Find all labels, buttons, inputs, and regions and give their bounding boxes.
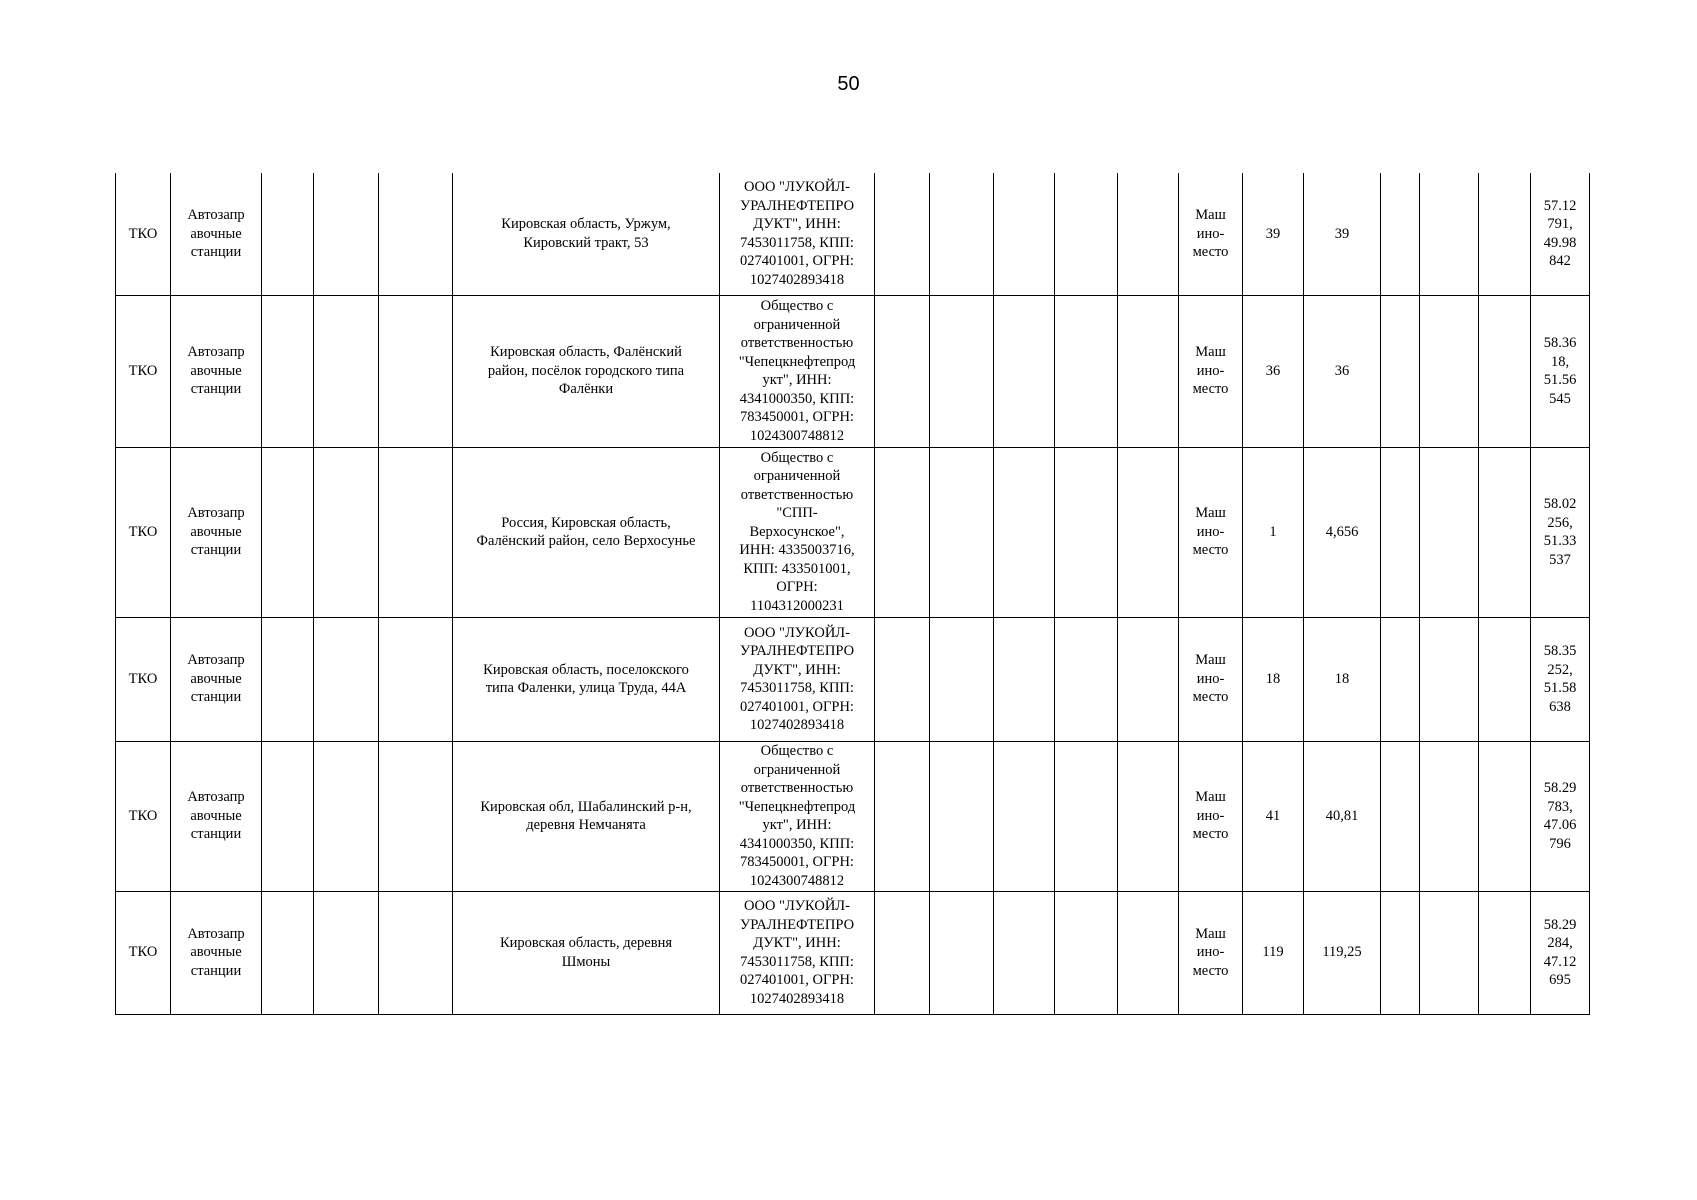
quantity-cell: 4,656 bbox=[1304, 447, 1381, 617]
empty-cell bbox=[875, 617, 930, 741]
empty-cell bbox=[379, 295, 453, 447]
empty-cell bbox=[875, 447, 930, 617]
empty-cell bbox=[262, 295, 314, 447]
table-row bbox=[116, 891, 1590, 1014]
address-cell: Кировская область, Фалёнский район, посёлок городского типа Фалёнки bbox=[453, 295, 720, 447]
quantity-cell: 36 bbox=[1304, 295, 1381, 447]
empty-cell bbox=[262, 447, 314, 617]
empty-cell bbox=[875, 741, 930, 891]
empty-cell bbox=[379, 447, 453, 617]
owner-cell: ООО "ЛУКОЙЛ- УРАЛНЕФТЕПРО ДУКТ", ИНН: 7453011758, КПП: 027401001, ОГРН: 1027402893418 bbox=[720, 891, 875, 1014]
table-row bbox=[116, 617, 1590, 741]
object-type-cell: Автозапр авочные станции bbox=[171, 891, 262, 1014]
empty-cell bbox=[930, 447, 994, 617]
quantity-cell: 39 bbox=[1243, 173, 1304, 295]
quantity-cell: 1 bbox=[1243, 447, 1304, 617]
empty-cell bbox=[1420, 295, 1479, 447]
empty-cell bbox=[314, 891, 379, 1014]
empty-cell bbox=[1381, 173, 1420, 295]
waste-type-cell: ТКО bbox=[116, 617, 171, 741]
empty-cell bbox=[1420, 741, 1479, 891]
empty-cell bbox=[1055, 741, 1118, 891]
empty-cell bbox=[1479, 173, 1531, 295]
owner-cell: Общество с ограниченной ответственностью "Чепецкнефтепрод укт", ИНН: 4341000350, КПП: 783450001, ОГРН: 1024300748812 bbox=[720, 741, 875, 891]
empty-cell bbox=[930, 891, 994, 1014]
table-row bbox=[116, 741, 1590, 891]
empty-cell bbox=[994, 447, 1055, 617]
address-cell: Кировская обл, Шабалинский р-н, деревня Немчанята bbox=[453, 741, 720, 891]
object-type-cell: Автозапр авочные станции bbox=[171, 295, 262, 447]
address-cell: Кировская область, деревня Шмоны bbox=[453, 891, 720, 1014]
owner-cell: Общество с ограниченной ответственностью "Чепецкнефтепрод укт", ИНН: 4341000350, КПП: 783450001, ОГРН: 1024300748812 bbox=[720, 295, 875, 447]
empty-cell bbox=[994, 891, 1055, 1014]
unit-cell: Маш ино- место bbox=[1179, 447, 1243, 617]
quantity-cell: 18 bbox=[1304, 617, 1381, 741]
empty-cell bbox=[1479, 617, 1531, 741]
empty-cell bbox=[1420, 173, 1479, 295]
empty-cell bbox=[875, 891, 930, 1014]
waste-type-cell: ТКО bbox=[116, 447, 171, 617]
quantity-cell: 36 bbox=[1243, 295, 1304, 447]
coordinates-cell: 58.29 284, 47.12 695 bbox=[1531, 891, 1590, 1014]
waste-type-cell: ТКО bbox=[116, 741, 171, 891]
coordinates-cell: 57.12 791, 49.98 842 bbox=[1531, 173, 1590, 295]
empty-cell bbox=[1118, 447, 1179, 617]
empty-cell bbox=[875, 173, 930, 295]
quantity-cell: 39 bbox=[1304, 173, 1381, 295]
waste-type-cell: ТКО bbox=[116, 891, 171, 1014]
empty-cell bbox=[1055, 173, 1118, 295]
empty-cell bbox=[994, 741, 1055, 891]
page-number: 50 bbox=[837, 73, 860, 95]
empty-cell bbox=[1118, 741, 1179, 891]
empty-cell bbox=[1420, 891, 1479, 1014]
empty-cell bbox=[1479, 447, 1531, 617]
unit-cell: Маш ино- место bbox=[1179, 741, 1243, 891]
table-row bbox=[116, 295, 1590, 447]
quantity-cell: 119 bbox=[1243, 891, 1304, 1014]
quantity-cell: 40,81 bbox=[1304, 741, 1381, 891]
quantity-cell: 41 bbox=[1243, 741, 1304, 891]
empty-cell bbox=[1118, 891, 1179, 1014]
empty-cell bbox=[379, 891, 453, 1014]
object-type-cell: Автозапр авочные станции bbox=[171, 173, 262, 295]
empty-cell bbox=[262, 891, 314, 1014]
empty-cell bbox=[1118, 617, 1179, 741]
coordinates-cell: 58.02 256, 51.33 537 bbox=[1531, 447, 1590, 617]
unit-cell: Маш ино- место bbox=[1179, 891, 1243, 1014]
waste-type-cell: ТКО bbox=[116, 295, 171, 447]
empty-cell bbox=[930, 617, 994, 741]
unit-cell: Маш ино- место bbox=[1179, 173, 1243, 295]
empty-cell bbox=[262, 741, 314, 891]
quantity-cell: 119,25 bbox=[1304, 891, 1381, 1014]
address-cell: Россия, Кировская область, Фалёнский район, село Верхосунье bbox=[453, 447, 720, 617]
coordinates-cell: 58.29 783, 47.06 796 bbox=[1531, 741, 1590, 891]
empty-cell bbox=[1479, 295, 1531, 447]
empty-cell bbox=[1381, 891, 1420, 1014]
owner-cell: Общество с ограниченной ответственностью "СПП- Верхосунское", ИНН: 4335003716, КПП: 433501001, ОГРН: 1104312000231 bbox=[720, 447, 875, 617]
empty-cell bbox=[314, 741, 379, 891]
empty-cell bbox=[1381, 617, 1420, 741]
empty-cell bbox=[314, 617, 379, 741]
empty-cell bbox=[314, 295, 379, 447]
empty-cell bbox=[1118, 173, 1179, 295]
unit-cell: Маш ино- место bbox=[1179, 295, 1243, 447]
empty-cell bbox=[379, 617, 453, 741]
empty-cell bbox=[262, 173, 314, 295]
empty-cell bbox=[994, 295, 1055, 447]
empty-cell bbox=[1420, 447, 1479, 617]
empty-cell bbox=[314, 173, 379, 295]
owner-cell: ООО "ЛУКОЙЛ- УРАЛНЕФТЕПРО ДУКТ", ИНН: 7453011758, КПП: 027401001, ОГРН: 1027402893418 bbox=[720, 173, 875, 295]
empty-cell bbox=[994, 173, 1055, 295]
coordinates-cell: 58.36 18, 51.56 545 bbox=[1531, 295, 1590, 447]
empty-cell bbox=[1381, 741, 1420, 891]
table-row bbox=[116, 447, 1590, 617]
waste-sites-table bbox=[115, 173, 1590, 1015]
object-type-cell: Автозапр авочные станции bbox=[171, 617, 262, 741]
table-row bbox=[116, 173, 1590, 295]
empty-cell bbox=[875, 295, 930, 447]
empty-cell bbox=[1381, 447, 1420, 617]
empty-cell bbox=[930, 741, 994, 891]
unit-cell: Маш ино- место bbox=[1179, 617, 1243, 741]
empty-cell bbox=[379, 741, 453, 891]
empty-cell bbox=[930, 295, 994, 447]
waste-type-cell: ТКО bbox=[116, 173, 171, 295]
object-type-cell: Автозапр авочные станции bbox=[171, 447, 262, 617]
owner-cell: ООО "ЛУКОЙЛ- УРАЛНЕФТЕПРО ДУКТ", ИНН: 7453011758, КПП: 027401001, ОГРН: 1027402893418 bbox=[720, 617, 875, 741]
empty-cell bbox=[1381, 295, 1420, 447]
empty-cell bbox=[1420, 617, 1479, 741]
quantity-cell: 18 bbox=[1243, 617, 1304, 741]
empty-cell bbox=[1118, 295, 1179, 447]
empty-cell bbox=[994, 617, 1055, 741]
empty-cell bbox=[1479, 741, 1531, 891]
empty-cell bbox=[1055, 295, 1118, 447]
coordinates-cell: 58.35 252, 51.58 638 bbox=[1531, 617, 1590, 741]
address-cell: Кировская область, Уржум, Кировский тракт, 53 bbox=[453, 173, 720, 295]
empty-cell bbox=[314, 447, 379, 617]
empty-cell bbox=[1479, 891, 1531, 1014]
empty-cell bbox=[379, 173, 453, 295]
address-cell: Кировская область, поселокского типа Фаленки, улица Труда, 44А bbox=[453, 617, 720, 741]
empty-cell bbox=[1055, 617, 1118, 741]
object-type-cell: Автозапр авочные станции bbox=[171, 741, 262, 891]
empty-cell bbox=[930, 173, 994, 295]
empty-cell bbox=[1055, 447, 1118, 617]
empty-cell bbox=[262, 617, 314, 741]
empty-cell bbox=[1055, 891, 1118, 1014]
